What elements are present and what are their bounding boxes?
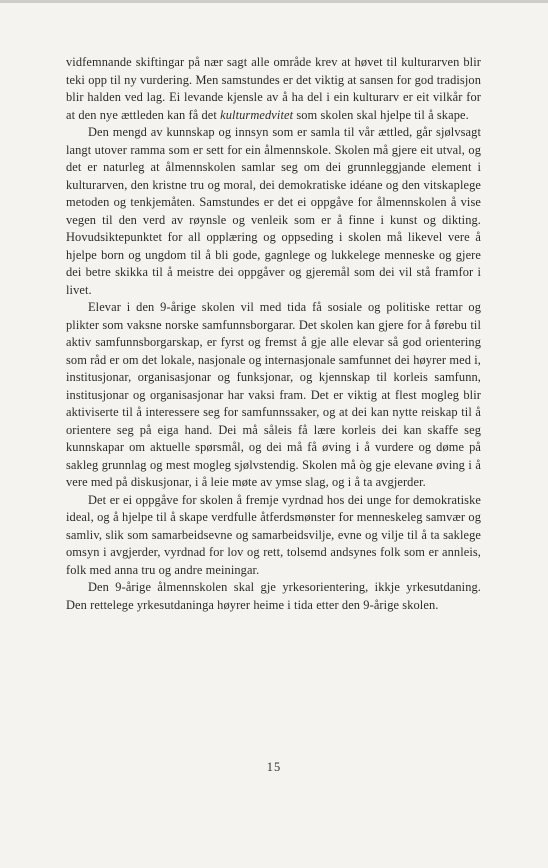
paragraph-5: Den 9-årige ålmennskolen skal gje yrkesorientering, ikkje yrkesutdaning. Den rettelege yrkesutdaninga høyrer heime i tida etter den 9-årige skolen. <box>66 580 481 612</box>
page-top-edge <box>0 0 548 3</box>
paragraph-1-text-end: som skolen skal hjelpe til å skape. <box>293 107 469 122</box>
paragraph-1-italic-term: kulturmedvitet <box>220 107 294 122</box>
paragraph-4: Det er ei oppgåve for skolen å fremje vyrdnad hos dei unge for demokratiske ideal, og å hjelpe til å skape verdfulle åtferdsmønster for menneskeleg samvær og samliv, slik som samarbeidsevne og samarbeidsvilje, evne og vilje til å ta saklege omsyn i avgjerder, vyrdnad for lov og rett, tolsemd andsynes folk som er annleis, folk med anna tru og andre meiningar. <box>66 492 481 577</box>
paragraph-1 <box>66 54 481 124</box>
paragraph-2: Den mengd av kunnskap og innsyn som er samla til vår ættled, går sjølvsagt langt utover ramma som er sett for ein ålmennskole. Skolen må gjere eit utval, og det er naturleg at ålmennskolen samlar seg om dei grunnleggjande element i kulturarven, den kristne tru og moral, dei demokratiske idéane og den vitskaplege metoden og tenkjemåten. Samstundes er det ei oppgåve for ålmennskolen å vise vegen til den verd av røynsle og venleik som er å finne i kunst og dikting. Hovudsiktepunktet for all opplæring og oppseding i skolen må likevel vere å hjelpe born og ungdom til å bli gode, gagnlege og lukkelege menneske og gjere dei betre skikka til å meistre dei oppgåver og gjeremål som dei vil stå framfor i livet. <box>66 125 481 297</box>
paragraph-3: Elevar i den 9-årige skolen vil med tida få sosiale og politiske rettar og plikter som vaksne norske samfunnsborgarar. Det skolen kan gjere for å førebu til aktiv samfunnsborgarskap, er fyrst og fremst å gje alle elevar så god orientering som råd er om det lokale, nasjonale og internasjonale samfunnet dei høyrer med i, institusjonar, organisasjonar og funksjonar, og kjennskap til korleis samfunn, institusjonar og organisasjonar har vaksi fram. Det er viktig at flest mogleg blir aktiviserte til å interessere seg for samfunnssaker, og at dei kan nytte reiskap til å orientere seg på eiga hand. Dei må såleis få lære korleis dei kan skaffe seg kunnskapar om aktuelle spørsmål, og dei må få øving i å vurdere og døme på sakleg grunnlag og mest mogleg sjølvstendig. Skolen må òg gje elevane øving i å vere med på diskusjonar, i å leie møte av ymse slag, og i å ta avgjerder. <box>66 300 481 489</box>
page-body <box>66 54 481 614</box>
page-number: 15 <box>266 760 282 774</box>
paragraph-1-text-start: vidfemnande skiftingar på nær sagt alle område krev at høvet til kulturarven blir teki opp til ny vurdering. Men samstundes er det viktig at sansen for god tradisjon blir halden ved lag. Ei levande kjensle av å ha del i ein kulturarv er eit vilkår for at den nye ættleden kan få det <box>66 55 481 122</box>
